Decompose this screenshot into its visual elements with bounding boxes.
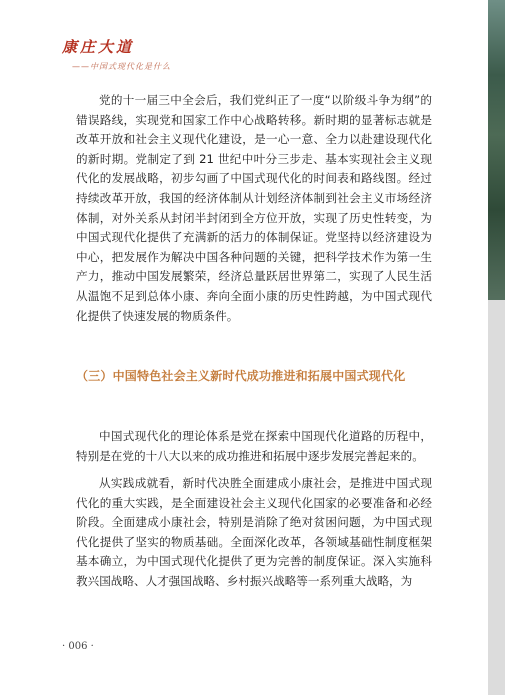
paragraph: 中国式现代化的理论体系是党在探索中国现代化道路的历程中，特别是在党的十八大以来的成功推进和拓展中逐步发展完善起来的。 — [76, 429, 432, 463]
paragraph: 从实践成就看，新时代决胜全面建成小康社会，是推进中国式现代化的重大实践，是全面建设社会主义现代化国家的必要准备和必经阶段。全面建成小康社会，特别是消除了绝对贫困问题，为中国式现代化提供了坚实的物质基础。全面深化改革，各领域基础性制度框架基本确立，为中国式现代化提供了更为完善的制度保证。深入实施科教兴国战略、人才强国战略、乡村振兴战略等一系列重大战略，为 — [76, 476, 432, 588]
running-head — [62, 36, 171, 72]
running-head-subtitle: ——中国式现代化是什么 — [72, 62, 171, 71]
adjacent-page-photo-edge — [488, 0, 505, 300]
page-number: · 006 · — [62, 641, 94, 652]
section-heading: （三）中国特色社会主义新时代成功推进和拓展中国式现代化 — [76, 369, 406, 383]
running-head-title: 康庄大道 — [62, 38, 135, 56]
adjacent-page-edge — [488, 300, 505, 695]
paragraph: 党的十一届三中全会后，我们党纠正了一度“以阶级斗争为纲”的错误路线，实现党和国家工作中心战略转移。新时期的显著标志就是改革开放和社会主义现代化建设，是一心一意、全力以赴建设现代化的新时期。党制定了到 21 世纪中叶分三步走、基本实现社会主义现代化的发展战略，初步勾画了中国式现代化的时间表和路线图。经过持续改革开放，我国的经济体制从计划经济体制到社会主义市场经济体制，对外关系从封闭半封闭到全方位开放，实现了历史性转变，为中国式现代化提供了充满新的活力的体制保证。党坚持以经济建设为中心，把发展作为解决中国各种问题的关键，把科学技术作为第一生产力，推动中国发展繁荣，经济总量跃居世界第二，实现了人民生活从温饱不足到总体小康、奔向全面小康的历史性跨越，为中国式现代化提供了快速发展的物质条件。 — [76, 93, 432, 323]
